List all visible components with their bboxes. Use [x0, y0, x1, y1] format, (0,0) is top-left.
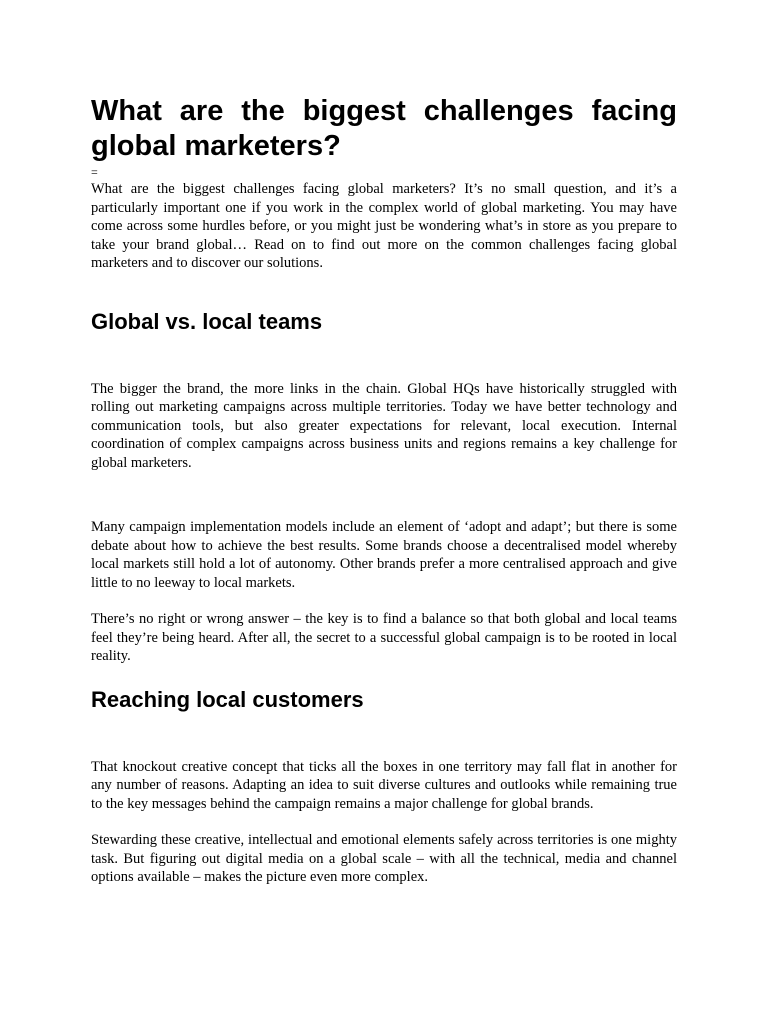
article-title: What are the biggest challenges facing global marketers? — [91, 95, 677, 162]
paragraph: The bigger the brand, the more links in the chain. Global HQs have historically struggled with rolling out marketing campaigns across multiple territories. Today we have better technology and communication tools, but also greater expectations for relevant, local execution. Internal coordination of complex campaigns across business units and regions remains a key challenge for global marketers. — [91, 380, 677, 471]
section-heading-reaching-local-customers: Reaching local customers — [91, 686, 364, 712]
document-page — [91, 94, 677, 887]
paragraph: Many campaign implementation models include an element of ‘adopt and adapt’; but there is some debate about how to achieve the best results. Some brands choose a decentralised model whereby local markets still hold a lot of autonomy. Other brands prefer a more centralised approach and give little to no leeway to local markets. — [91, 519, 677, 591]
paragraph: There’s no right or wrong answer – the key is to find a balance so that both global and local teams feel they’re being heard. After all, the secret to a successful global campaign is to be rooted in local reality. — [91, 611, 677, 664]
paragraph: Stewarding these creative, intellectual and emotional elements safely across territories is one mighty task. But figuring out digital media on a global scale – with all the technical, media and channel options available – makes the picture even more complex. — [91, 832, 677, 885]
intro-paragraph: What are the biggest challenges facing global marketers? It’s no small question, and it’s a particularly important one if you work in the complex world of global marketing. You may have come across some hurdles before, or you might just be wondering what’s in store as you prepare to take your brand global… Read on to find out more on the common challenges facing global marketers and to discover our solutions. — [91, 181, 677, 271]
section-heading-global-vs-local: Global vs. local teams — [91, 308, 323, 334]
paragraph: That knockout creative concept that ticks all the boxes in one territory may fall flat in another for any number of reasons. Adapting an idea to suit diverse cultures and outlooks while remaining true to the key messages behind the campaign remains a major challenge for global brands. — [91, 758, 677, 812]
separator-mark: = — [91, 165, 98, 179]
